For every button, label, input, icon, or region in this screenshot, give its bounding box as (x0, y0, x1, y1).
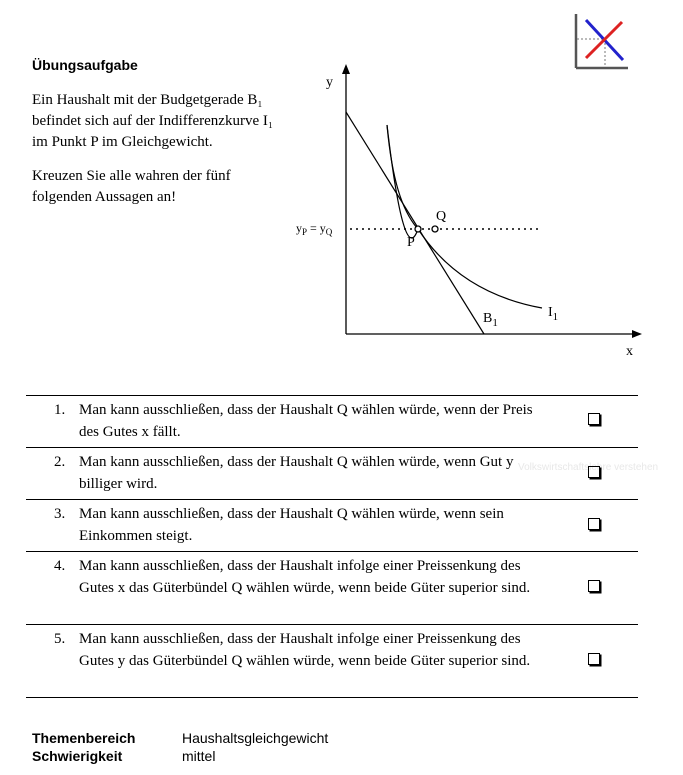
statement-row-5 (26, 625, 638, 698)
point-p-label: P (407, 235, 415, 250)
point-q-label: Q (436, 209, 447, 224)
statements-table (26, 395, 638, 698)
exercise-heading: Übungsaufgabe (32, 57, 138, 73)
statement-number: 3. (54, 506, 66, 522)
point-p (415, 226, 421, 232)
statement-number: 1. (54, 402, 66, 418)
difficulty-value: mittel (182, 748, 216, 764)
budget-line-b1 (346, 112, 484, 334)
checkbox-statement-4[interactable] (588, 580, 600, 592)
y-axis-arrow (342, 64, 350, 74)
topic-label: Themenbereich (32, 730, 136, 746)
topic-value: Haushaltsgleichgewicht (182, 730, 329, 746)
budget-label: $B_1$ (483, 311, 498, 329)
yp-label: $y_P = y_Q$ (296, 221, 333, 237)
checkbox-statement-1[interactable] (588, 413, 600, 425)
task-description: Ein Haushalt mit der Budgetgerade B₁ befindet sich auf der Indifferenzkurve I₁ im Punkt P im Gleichgewicht. (32, 92, 274, 150)
y-axis-label: y (326, 75, 333, 90)
statement-text: Man kann ausschließen, dass der Haushalt infolge einer Preissenkung des Gutes y das Güterbündel Q wählen würde, wenn beide Güter superior sind. (79, 631, 531, 669)
statement-row-2 (26, 448, 638, 500)
checkbox-statement-2[interactable] (588, 466, 600, 478)
point-q (432, 226, 438, 232)
statement-row-1 (26, 396, 638, 448)
statement-row-3 (26, 500, 638, 552)
statement-number: 2. (54, 454, 66, 470)
statement-text: Man kann ausschließen, dass der Haushalt infolge einer Preissenkung des Gutes x das Güterbündel Q wählen würde, wenn beide Güter superior sind. (79, 558, 531, 596)
statement-text: Man kann ausschließen, dass der Haushalt Q wählen würde, wenn der Preis des Gutes x fällt. (79, 402, 533, 440)
statement-text: Man kann ausschließen, dass der Haushalt Q wählen würde, wenn sein Einkommen steigt. (79, 506, 504, 544)
indifference-label: $I_1$ (548, 305, 559, 323)
indifference-curve-i1 (387, 125, 542, 308)
statement-number: 4. (54, 558, 66, 574)
checkbox-statement-3[interactable] (588, 518, 600, 530)
difficulty-label: Schwierigkeit (32, 748, 123, 764)
statement-row-4 (26, 552, 638, 625)
x-axis-label: x (626, 344, 633, 359)
task-instruction: Kreuzen Sie alle wahren der fünf folgenden Aussagen an! (32, 168, 231, 205)
watermark: Volkswirtschaftslehre verstehen (518, 462, 659, 473)
statement-text: Man kann ausschließen, dass der Haushalt Q wählen würde, wenn Gut y billiger wird. (79, 454, 514, 492)
indifference-curve-diagram (290, 60, 650, 365)
statement-number: 5. (54, 631, 66, 647)
checkbox-statement-5[interactable] (588, 653, 600, 665)
x-axis-arrow (632, 330, 642, 338)
